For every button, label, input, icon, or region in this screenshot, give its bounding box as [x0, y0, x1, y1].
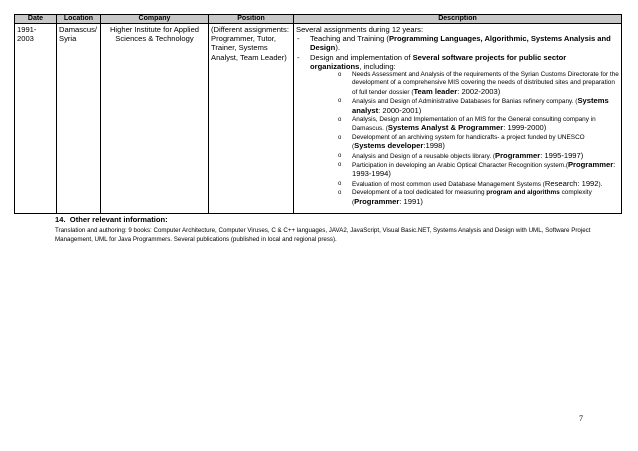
experience-table	[14, 14, 622, 214]
cell-company: Higher Institute for Applied Sciences & Technology	[101, 24, 209, 214]
list-item: o Analysis and Design of a reusable objects library. (Programmer: 1995-1997)	[338, 152, 619, 161]
description-dash-list	[296, 34, 619, 207]
description-intro: Several assignments during 12 years:	[296, 25, 424, 34]
description-sub-list	[310, 71, 619, 207]
header-location: Location	[57, 15, 101, 24]
list-item: o Needs Assessment and Analysis of the requirements of the Syrian Customs Directorate for the development of a comprehensive MIS covering the needs of distributed sites and preparation of full tender dossier (Team leader: 2002-2003)	[338, 71, 619, 97]
header-description: Description	[294, 15, 622, 24]
page-number: 7	[579, 414, 583, 423]
section-text: Translation and authoring: 9 books: Computer Architecture, Computer Viruses, C & C++ languages, JAVA2, JavaScript, Visual Basic.NET, Systems Analysis and Design with UML, Software Project Management, UML for Java Programmers. Several publications (published in local and regional press).	[55, 227, 591, 243]
cell-description	[294, 24, 622, 214]
table-header-row	[15, 15, 622, 24]
section-number: 14.	[55, 215, 66, 224]
list-item: o Analysis, Design and Implementation of an MIS for the General consulting company in Damascus. (Systems Analyst & Programmer: 1999-2000)	[338, 116, 619, 134]
list-item: o Evaluation of most common used Database Management Systems (Research: 1992).	[338, 180, 619, 189]
list-item: o Development of a tool dedicated for measuring program and algorithms complexity (Programmer: 1991)	[338, 189, 619, 207]
header-position: Position	[209, 15, 294, 24]
cell-position: (Different assignments: Programmer, Tutor, Trainer, Systems Analyst, Team Leader)	[209, 24, 294, 214]
list-item: o Analysis and Design of Administrative Databases for Banias refinery company. (Systems analyst: 2000-2001)	[338, 97, 619, 116]
list-item: - Teaching and Training (Programming Languages, Algorithmic, Systems Analysis and Design).	[296, 34, 619, 52]
list-item: o Participation in developing an Arabic Optical Character Recognition system.(Programmer: 1993-1994)	[338, 161, 619, 180]
cell-date: 1991- 2003	[15, 24, 57, 214]
list-item: - Design and implementation of Several software projects for public sector organizations, including: o Needs Assessment and Analysis of the requirements of the Syrian Customs Directorate for the development of a comprehensive MIS covering the needs of distributed sites and preparation of full tender dossier (Team leader: 2002-2003) o Analysis and Design of Administrative Databases for Banias refinery company. (Systems analyst: 2000-2001) o Analysis, Design and Implementation of an MIS for the General consulting company in Damascus. (Systems Analyst & Programmer: 1999-2000) o Development of an archiving system for handicrafts- a project funded by UNESCO (Systems developer:1998) o Analysis and Design of a reusable objects library. (Programmer: 1995-1997) o Participation in developing an Arabic Optical Character Recognition system.(Programmer: 1993-1994) o Evaluation of most common used Database Management Systems (Research: 1992). o Development of a tool dedicated for measuring program and algorithms complexity (Programmer: 1991)	[296, 53, 619, 208]
cell-location: Damascus/ Syria	[57, 24, 101, 214]
section-title-text: Other relevant information:	[69, 215, 168, 224]
list-item: o Development of an archiving system for handicrafts- a project funded by UNESCO (Systems developer:1998)	[338, 134, 619, 152]
table-row	[15, 24, 622, 214]
section-title	[55, 215, 168, 224]
header-company: Company	[101, 15, 209, 24]
header-date: Date	[15, 15, 57, 24]
